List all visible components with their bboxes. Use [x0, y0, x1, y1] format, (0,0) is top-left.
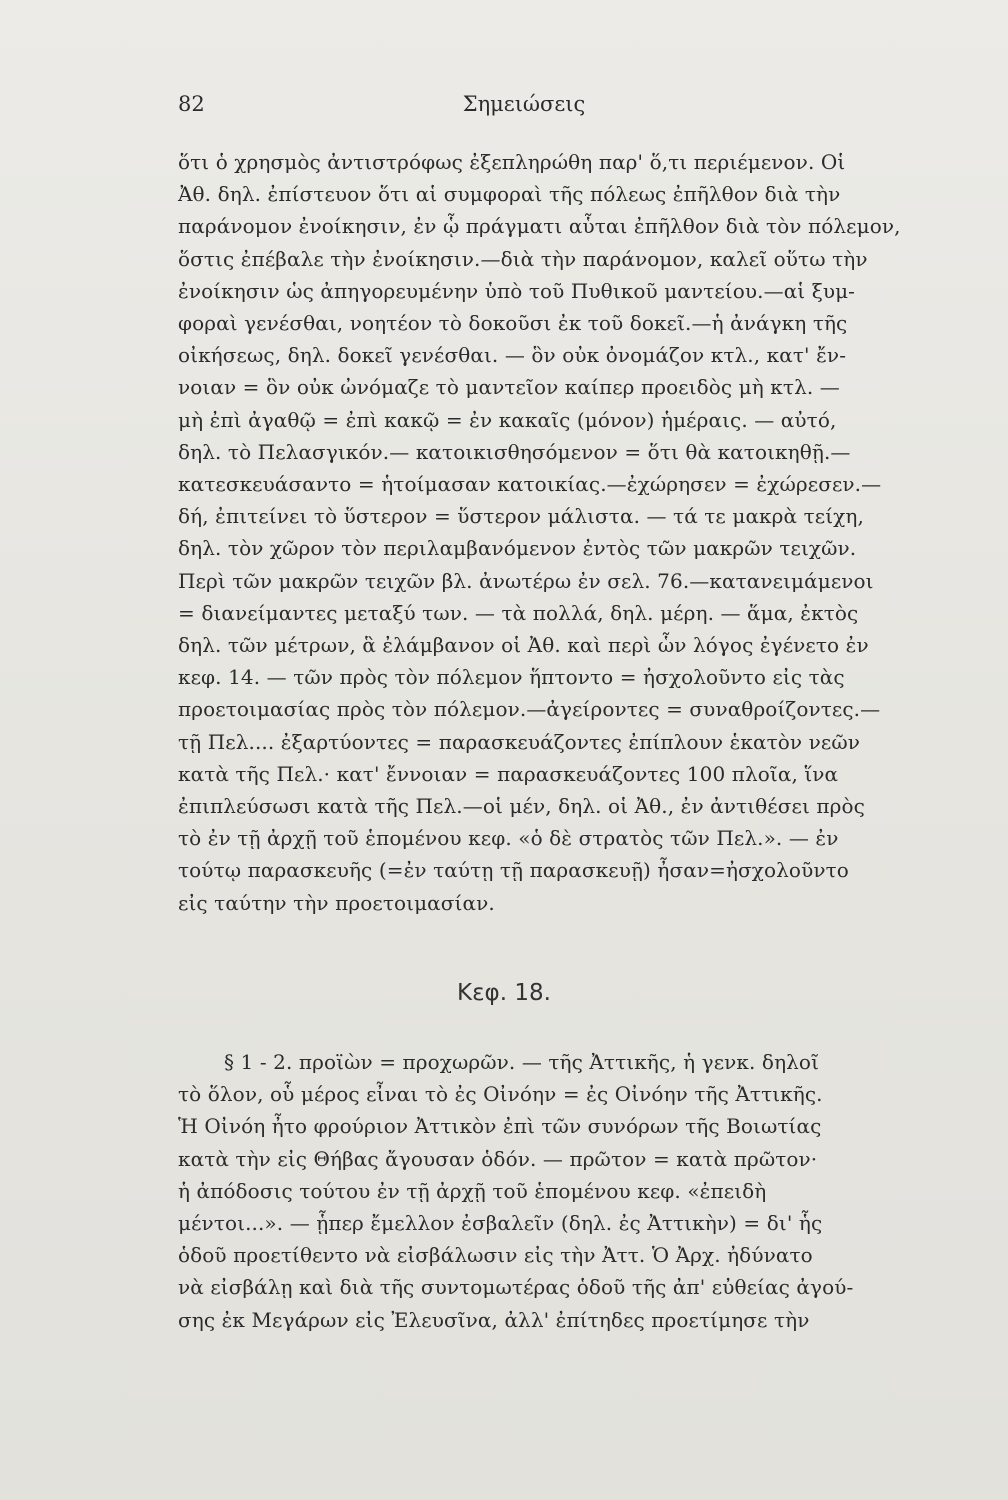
text-line: ὁδοῦ προετίθεντο νὰ εἰσβάλωσιν εἰς τὴν Ἀττ. Ὁ Ἀρχ. ἠδύνατο	[178, 1243, 813, 1268]
text-line: δηλ. τὸν χῶρον τὸν περιλαμβανόμενον ἐντὸς τῶν μακρῶν τειχῶν.	[178, 536, 857, 561]
text-line: κεφ. 14. — τῶν πρὸς τὸν πόλεμον ἥπτοντο = ἠσχολοῦντο εἰς τὰς	[178, 665, 845, 690]
text-line: § 1 - 2. προϊὼν = προχωρῶν. — τῆς Ἀττικῆς, ἡ γενκ. δηλοῖ	[224, 1050, 820, 1074]
text-line: τὸ ἐν τῇ ἀρχῇ τοῦ ἑπομένου κεφ. «ὁ δὲ στρατὸς τῶν Πελ.». — ἐν	[178, 826, 839, 851]
chapter-paragraph	[178, 1046, 928, 1336]
text-line: Ἡ Οἰνόη ἦτο φρούριον Ἀττικὸν ἐπὶ τῶν συνόρων τῆς Βοιωτίας	[178, 1114, 822, 1139]
text-line: ἐνοίκησιν ὡς ἀπηγορευμένην ὑπὸ τοῦ Πυθικοῦ μαντείου.—αἱ ξυμ-	[178, 278, 856, 303]
page-number: 82	[178, 92, 205, 116]
text-line: τῇ Πελ.... ἐξαρτύοντες = παρασκευάζοντες ἐπίπλουν ἑκατὸν νεῶν	[178, 729, 861, 754]
text-line: ἡ ἀπόδοσις τούτου ἐν τῇ ἀρχῇ τοῦ ἑπομένου κεφ. «ἐπειδὴ	[178, 1178, 767, 1203]
text-line: δηλ. τὸ Πελασγικόν.— κατοικισθησόμενον = ὅτι θὰ κατοικηθῇ.—	[178, 439, 851, 464]
notes-paragraph	[178, 146, 928, 919]
text-line: νοιαν = ὃν οὐκ ὠνόμαζε τὸ μαντεῖον καίπερ προειδὸς μὴ κτλ. —	[178, 375, 840, 400]
text-line: σης ἐκ Μεγάρων εἰς Ἐλευσῖνα, ἀλλ' ἐπίτηδες προετίμησε τὴν	[178, 1307, 810, 1332]
text-line: προετοιμασίας πρὸς τὸν πόλεμον.—ἀγείροντες = συναθροίζοντες.—	[178, 697, 881, 722]
text-line: δηλ. τῶν μέτρων, ἃ ἐλάμβανον οἱ Ἀθ. καὶ περὶ ὧν λόγος ἐγένετο ἐν	[178, 633, 869, 658]
text-line: εἰς ταύτην τὴν προετοιμασίαν.	[178, 890, 495, 915]
page-header	[170, 92, 878, 132]
text-line: οἰκήσεως, δηλ. δοκεῖ γενέσθαι. — ὃν οὐκ ὀνομάζον κτλ., κατ' ἔν-	[178, 343, 847, 368]
text-line: ἐπιπλεύσωσι κατὰ τῆς Πελ.—οἱ μέν, δηλ. οἱ Ἀθ., ἐν ἀντιθέσει πρὸς	[178, 794, 865, 819]
running-title: Σημειώσεις	[462, 92, 586, 116]
text-line: ὅστις ἐπέβαλε τὴν ἐνοίκησιν.—διὰ τὴν παράνομον, καλεῖ οὕτω τὴν	[178, 246, 868, 271]
text-line: κατεσκευάσαντο = ἡτοίμασαν κατοικίας.—ἐχώρησεν = ἐχώρεσεν.—	[178, 472, 882, 497]
text-line: ὅτι ὁ χρησμὸς ἀντιστρόφως ἐξεπληρώθη παρ' ὅ,τι περιέμενον. Οἱ	[178, 150, 846, 174]
text-line: δή, ἐπιτείνει τὸ ὕστερον = ὕστερον μάλιστα. — τά τε μακρὰ τείχη,	[178, 504, 864, 529]
text-line: παράνομον ἐνοίκησιν, ἐν ᾧ πράγματι αὗται ἐπῆλθον διὰ τὸν πόλεμον,	[178, 214, 901, 239]
text-line: κατὰ τῆς Πελ.· κατ' ἔννοιαν = παρασκευάζοντες 100 πλοῖα, ἵνα	[178, 761, 839, 786]
text-line: τὸ ὅλον, οὗ μέρος εἶναι τὸ ἐς Οἰνόην = ἐς Οἰνόην τῆς Ἀττικῆς.	[178, 1082, 823, 1107]
text-line: μέντοι...». — ᾗπερ ἔμελλον ἐσβαλεῖν (δηλ. ἐς Ἀττικὴν) = δι' ἧς	[178, 1211, 823, 1236]
text-line: Περὶ τῶν μακρῶν τειχῶν βλ. ἀνωτέρω ἐν σελ. 76.—κατανειμάμενοι	[178, 568, 874, 593]
text-line: νὰ εἰσβάλῃ καὶ διὰ τῆς συντομωτέρας ὁδοῦ τῆς ἀπ' εὐθείας ἀγού-	[178, 1275, 854, 1300]
text-line: μὴ ἐπὶ ἀγαθῷ = ἐπὶ κακῷ = ἐν κακαῖς (μόνον) ἡμέραις. — αὐτό,	[178, 407, 837, 432]
text-line: τούτῳ παρασκευῆς (=ἐν ταύτῃ τῇ παρασκευῇ) ἦσαν=ἠσχολοῦντο	[178, 858, 849, 883]
text-line: Ἀθ. δηλ. ἐπίστευον ὅτι αἱ συμφοραὶ τῆς πόλεως ἐπῆλθον διὰ τὴν	[178, 182, 841, 207]
text-line: φοραὶ γενέσθαι, νοητέον τὸ δοκοῦσι ἐκ τοῦ δοκεῖ.—ἡ ἀνάγκη τῆς	[178, 311, 848, 336]
chapter-heading: Κεφ. 18.	[457, 980, 551, 1006]
text-line: κατὰ τὴν εἰς Θήβας ἄγουσαν ὁδόν. — πρῶτον = κατὰ πρῶτον·	[178, 1146, 818, 1171]
text-line: = διανείμαντες μεταξύ των. — τὰ πολλά, δηλ. μέρη. — ἅμα, ἐκτὸς	[178, 600, 859, 625]
